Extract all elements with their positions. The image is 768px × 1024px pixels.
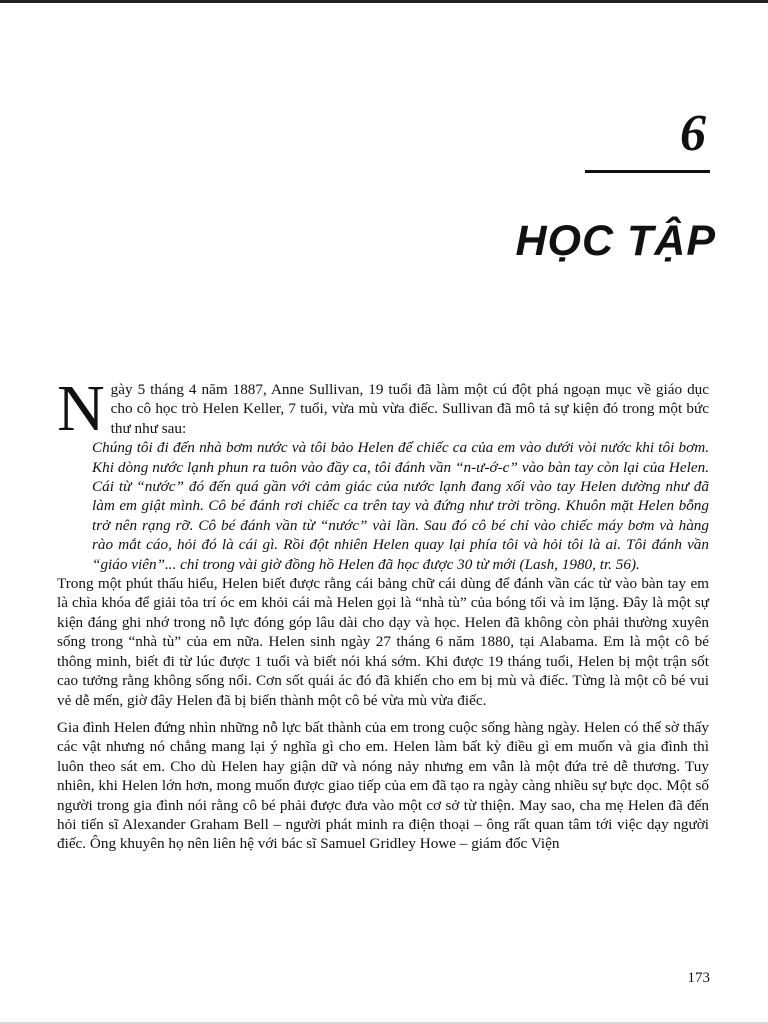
page-number: 173 [687, 970, 710, 986]
body-text [57, 372, 709, 854]
page-top-edge [0, 0, 768, 3]
chapter-number: 6 [680, 105, 706, 162]
intro-text: gày 5 tháng 4 năm 1887, Anne Sullivan, 19 tuổi đã làm một cú đột phá ngoạn mục về giáo dục cho cô học trò Helen Keller, 7 tuổi, vừa mù vừa điếc. Sullivan đã mô tả sự kiện đó trong một bức thư như sau: [110, 381, 709, 437]
chapter-rule [585, 170, 710, 173]
block-quote: Chúng tôi đi đến nhà bơm nước và tôi bảo Helen để chiếc ca của em vào dưới vòi nước khi tôi bơm. Khi dòng nước lạnh phun ra tuôn vào đầy ca, tôi đánh vần “n-ư-ớ-c” vào bàn tay còn lại của Helen. Cái từ “nước” đó đến quá gần với cảm giác của nước lạnh đang xối vào tay Helen dường như đã làm em giật mình. Cô bé đánh rơi chiếc ca trên tay và đứng như trời trồng. Khuôn mặt Helen bỗng trở nên rạng rỡ. Cô bé đánh vần từ “nước” vài lần. Sau đó cô bé chỉ vào chiếc máy bơm và hàng rào mắt cáo, hỏi đó là cái gì. Rồi đột nhiên Helen quay lại phía tôi và hỏi tôi là ai. Tôi đánh vần “giáo viên”... chỉ trong vài giờ đồng hồ Helen đã học được 30 từ mới (Lash, 1980, tr. 56). [92, 439, 709, 573]
drop-cap: N [57, 372, 105, 445]
chapter-title: HỌC TẬP [515, 217, 716, 265]
paragraph-1: Trong một phút thấu hiểu, Helen biết được rằng cái bảng chữ cái dùng để đánh vần các từ vào bàn tay em là chìa khóa để giải tỏa trí óc em khỏi cái mà Helen gọi là “nhà tù” của bóng tối và im lặng. Đây là một sự kiện đáng ghi nhớ trong nỗ lực đóng góp lâu dài cho dạy và học. Helen đã không còn phải thường xuyên sống trong “nhà tù” của em nữa. Helen sinh ngày 27 tháng 6 năm 1880, tại Alabama. Em là một cô bé thông minh, biết đi từ lúc được 1 tuổi và biết nói khá sớm. Khi được 19 tháng tuổi, Helen bị một trận sốt cao tưởng rằng không sống nổi. Cơn sốt quái ác đó đã khiến cho em bị mù và điếc. Từng là một cô bé vui vẻ dễ mến, giờ đây Helen đã bị biến thành một cô bé vừa mù vừa điếc. [57, 575, 709, 709]
intro-paragraph [57, 372, 709, 445]
paragraph-2: Gia đình Helen đứng nhìn những nỗ lực bất thành của em trong cuộc sống hàng ngày. Helen có thể sờ thấy các vật nhưng nó chẳng mang lại ý nghĩa gì cho em. Helen làm bất kỳ điều gì em muốn và gia đình thì luôn theo sát em. Cho dù Helen hay giận dữ và nóng nảy nhưng em vẫn là một đứa trẻ dễ thương. Tuy nhiên, khi Helen lớn hơn, mong muốn được giao tiếp của em đã tạo ra ngày càng nhiều sự bực dọc. Một số người trong gia đình nói rằng cô bé phải được đưa vào một cơ sở từ thiện. May sao, cha mẹ Helen đã đến hỏi tiến sĩ Alexander Graham Bell – người phát minh ra điện thoại – ông rất quan tâm tới việc dạy người điếc. Ông khuyên họ nên liên hệ với bác sĩ Samuel Gridley Howe – giám đốc Viện [57, 718, 709, 853]
